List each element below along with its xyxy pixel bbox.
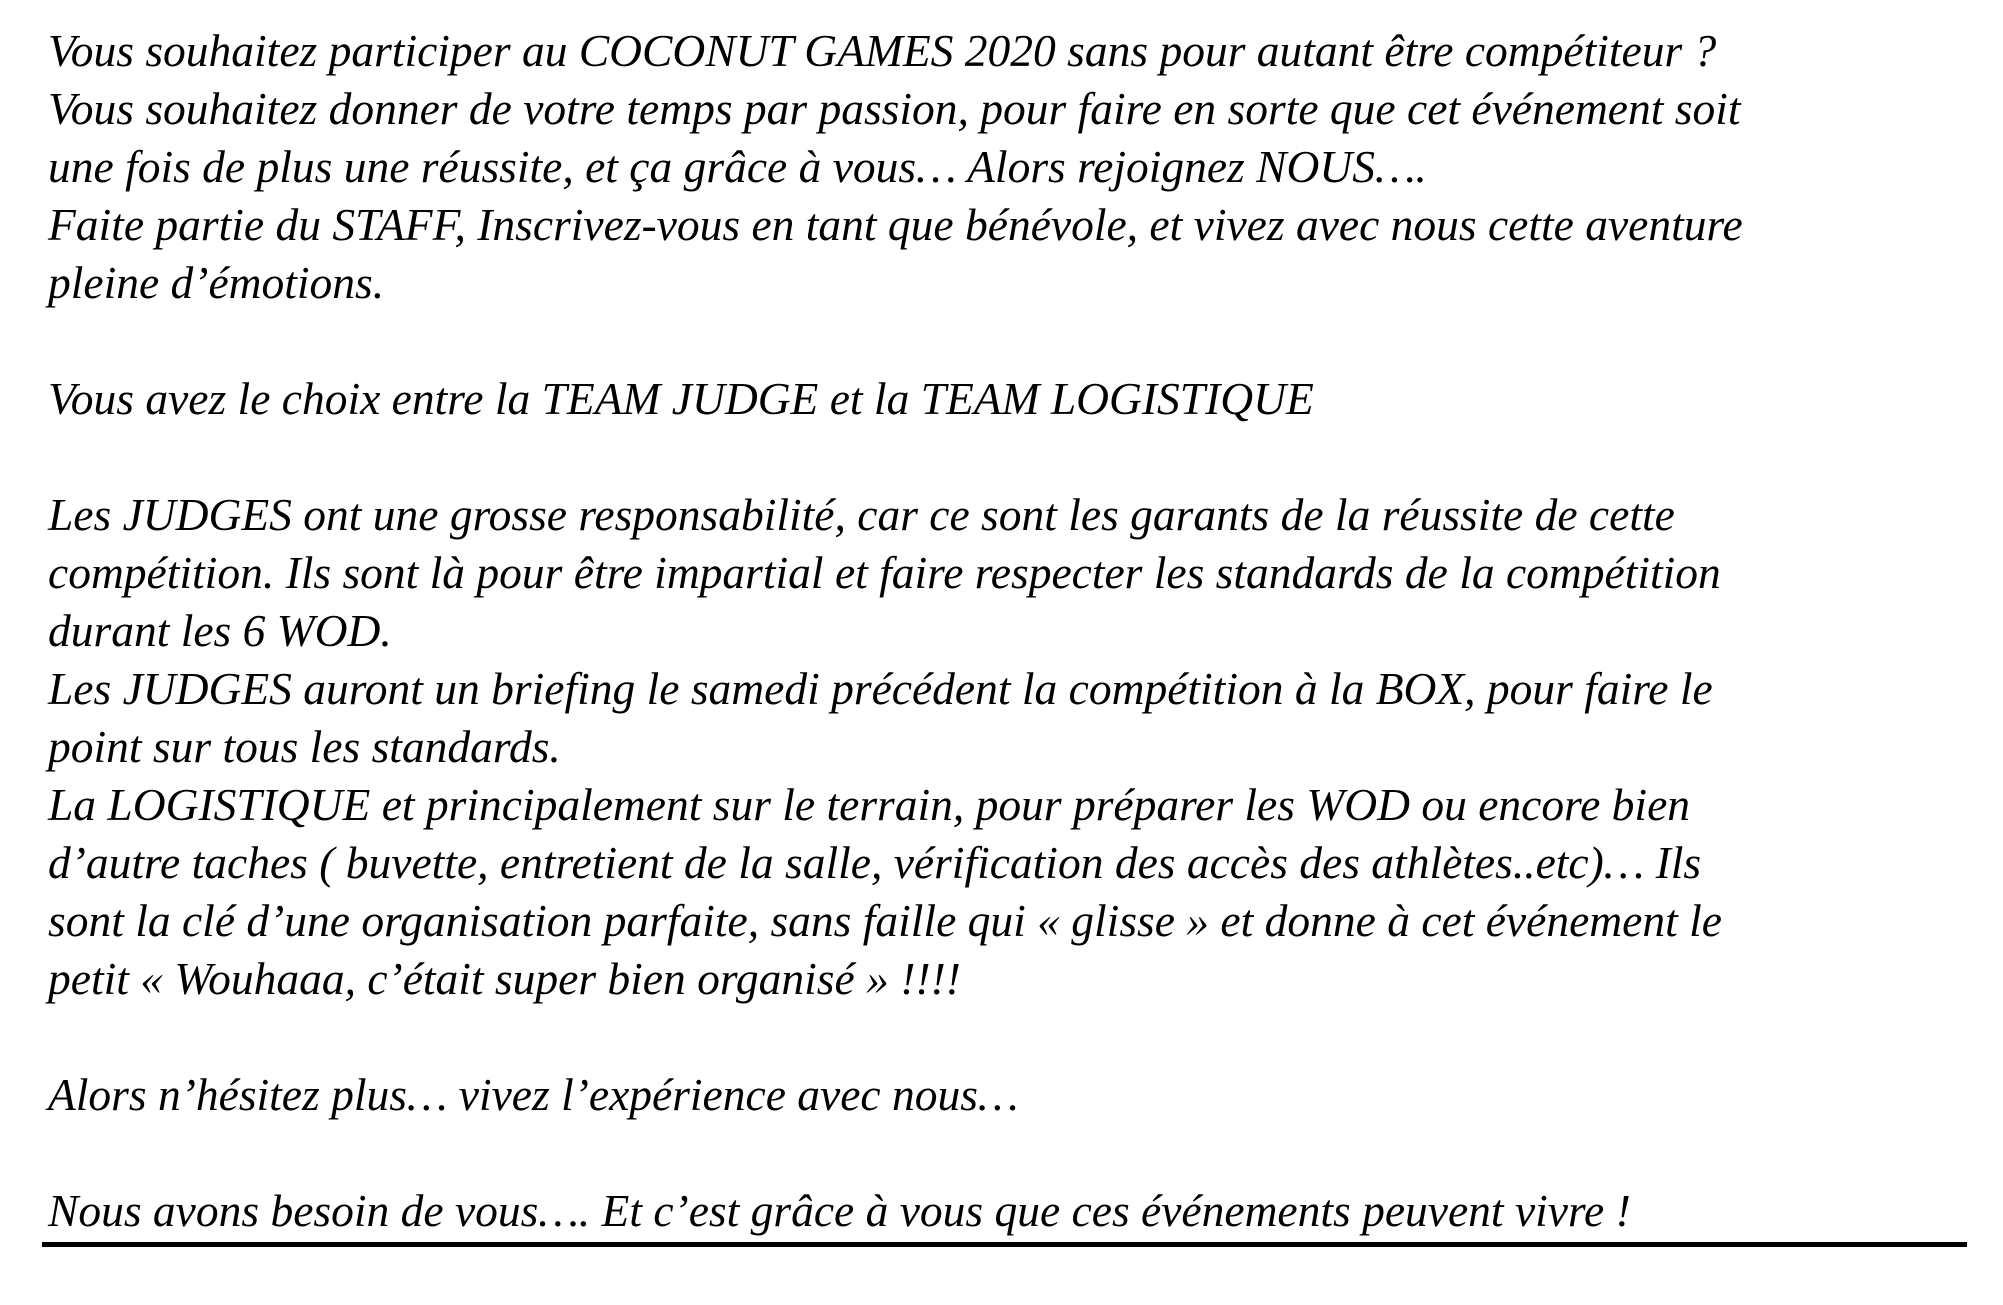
paragraph-spacer	[48, 428, 1978, 486]
text-line: sont la clé d’une organisation parfaite, sans faille qui « glisse » et donne à cet événement le	[48, 895, 1722, 946]
text-line: petit « Wouhaaa, c’était super bien organisé » !!!!	[48, 953, 961, 1004]
text-line: Les JUDGES ont une grosse responsabilité, car ce sont les garants de la réussite de cette	[48, 489, 1675, 540]
text-line: compétition. Ils sont là pour être impartial et faire respecter les standards de la compétition	[48, 547, 1721, 598]
text-line: Vous avez le choix entre la TEAM JUDGE et la TEAM LOGISTIQUE	[48, 373, 1314, 424]
paragraph-spacer	[48, 1008, 1978, 1066]
text-line: point sur tous les standards.	[48, 721, 561, 772]
text-line: d’autre taches ( buvette, entretient de la salle, vérification des accès des athlètes..etc)… Ils	[48, 837, 1702, 888]
text-line: une fois de plus une réussite, et ça grâce à vous… Alors rejoignez NOUS….	[48, 141, 1427, 192]
text-line: Nous avons besoin de vous…. Et c’est grâce à vous que ces événements peuvent vivre !	[48, 1185, 1631, 1236]
text-line: Faite partie du STAFF, Inscrivez-vous en tant que bénévole, et vivez avec nous cette aventure	[48, 199, 1743, 250]
text-line: Vous souhaitez donner de votre temps par passion, pour faire en sorte que cet événement soit	[48, 83, 1741, 134]
text-line: Les JUDGES auront un briefing le samedi précédent la compétition à la BOX, pour faire le	[48, 663, 1713, 714]
bottom-rule	[42, 1242, 1967, 1247]
paragraph-spacer	[48, 312, 1978, 370]
paragraph-spacer	[48, 1124, 1978, 1182]
text-line: pleine d’émotions.	[48, 257, 385, 308]
document-body	[48, 22, 1978, 1240]
text-line: durant les 6 WOD.	[48, 605, 392, 656]
text-line: La LOGISTIQUE et principalement sur le terrain, pour préparer les WOD ou encore bien	[48, 779, 1691, 830]
text-line: Vous souhaitez participer au COCONUT GAMES 2020 sans pour autant être compétiteur ?	[48, 25, 1717, 76]
text-line: Alors n’hésitez plus… vivez l’expérience avec nous…	[48, 1069, 1019, 1120]
